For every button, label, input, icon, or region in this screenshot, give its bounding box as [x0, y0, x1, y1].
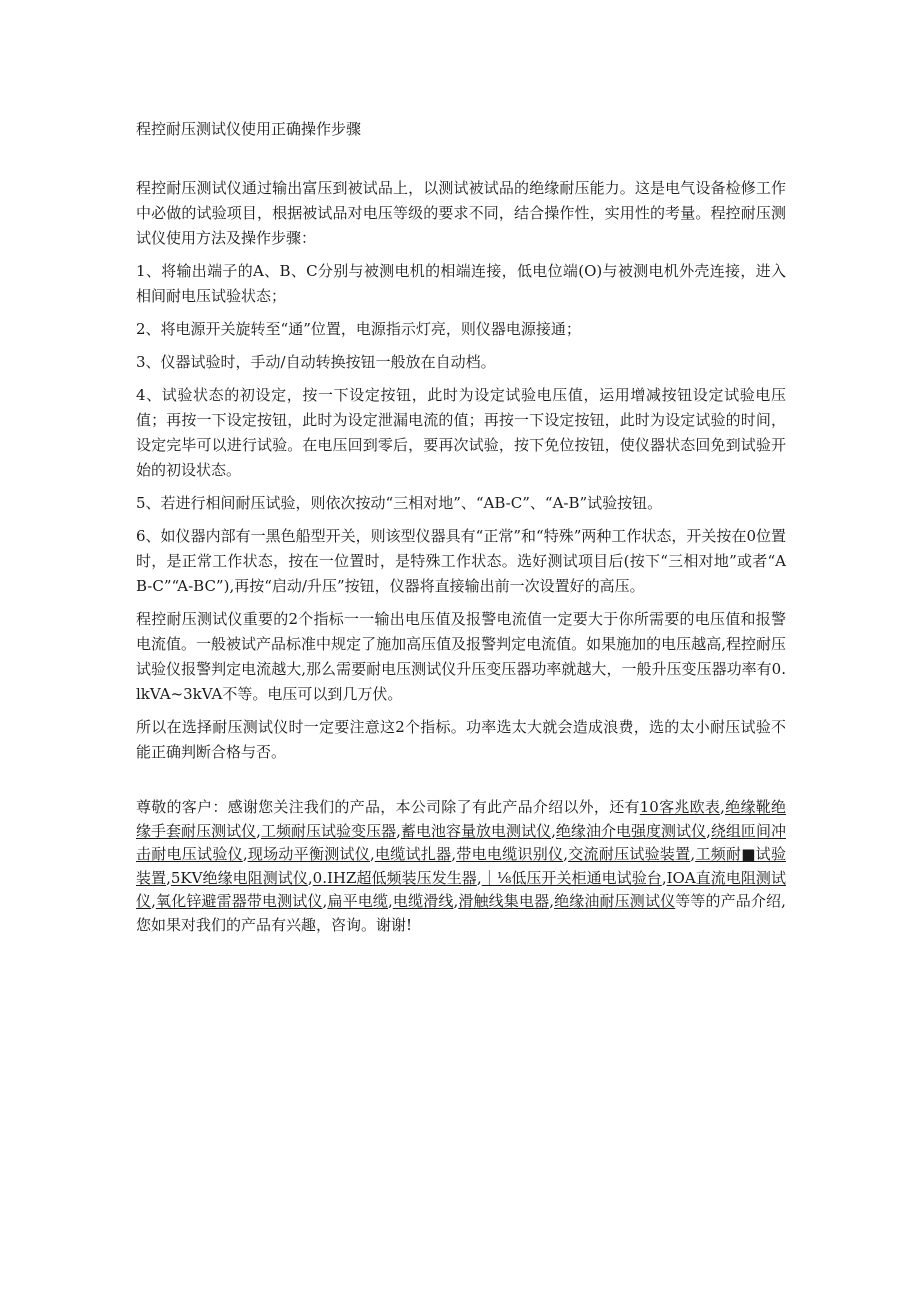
product-link[interactable]: 绝缘靴绝缘手套耐压测试仪 [136, 798, 786, 840]
link-separator: , [476, 868, 482, 887]
link-separator: , [453, 892, 459, 910]
step-2-paragraph: 2、将电源开关旋转至“通”位置，电源指示灯亮，则仪器电源接通； [136, 320, 581, 338]
step-6-paragraph: 6、如仪器内部有一黑色船型开关，则该型仪器具有“正常”和“特殊”两种工作状态，开关按在0位置时，是正常工作状态，按在一位置时，是特殊工作状态。选好测试项目后(按下“三相对地”或者“AB-C”“A-BC”),再按“启动/升压”按钮，仪器将直接输出前一次设置好的高压。 [136, 527, 786, 595]
link-separator: , [166, 868, 171, 887]
document-title: 程控耐压测试仪使用正确操作步骤 [136, 120, 362, 138]
link-separator: , [370, 845, 375, 863]
link-separator: , [549, 892, 554, 910]
product-link[interactable]: 扁平电缆 [327, 892, 389, 910]
product-link[interactable]: ｜⅛低压开关柜通电试验台 [481, 868, 662, 887]
link-separator: , [563, 845, 569, 863]
link-separator: , [256, 821, 261, 840]
link-separator: , [451, 845, 457, 863]
link-separator: , [720, 798, 725, 816]
link-separator: , [706, 821, 711, 840]
link-separator: , [396, 821, 401, 840]
product-link[interactable]: 工频耐■试验装置 [136, 845, 786, 887]
product-link[interactable]: 交流耐压试验装置 [568, 845, 691, 863]
link-separator: , [242, 845, 248, 863]
product-link[interactable]: 0.IHZ超低频装压发生器 [312, 868, 477, 887]
closing-outro: 等等的产品介绍,您如果对我们的产品有兴趣，咨询。谢谢! [136, 892, 786, 934]
indicator-paragraph: 程控耐压测试仪重要的2个指标一一输出电压值及报警电流值一定要大于你所需要的电压值和报警电流值。一般被试产品标准中规定了施加高压值及报警判定电流值。如果施加的电压越高,程控耐压试验仪报警判定电流越大,那么需要耐电压测试仪升压变压器功率就越大，一般升压变压器功率有0.lkVA~3kVA不等。电压可以到几万伏。 [136, 610, 786, 703]
step-1-paragraph: 1、将输出端子的A、B、C分别与被测电机的相端连接，低电位端(O)与被测电机外壳连接，进入相间耐电压试验状态； [136, 262, 786, 305]
product-link[interactable]: 氧化锌避雷器带电测试仪 [155, 892, 323, 910]
product-link[interactable]: 绕组匝间冲击耐电压试验仪 [136, 821, 786, 863]
closing-intro: 尊敬的客户：感谢您关注我们的产品，本公司除了有此产品介绍以外，还有 [136, 798, 640, 816]
conclusion-paragraph: 所以在选择耐压测试仪时一定要注意这2个指标。功率选太大就会造成浪费，选的太小耐压试验不能正确判断合格与否。 [136, 718, 786, 761]
intro-paragraph: 程控耐压测试仪通过输出富压到被试品上，以测试被试品的绝缘耐压能力。这是电气设备检修工作中必做的试验项目，根据被试品对电压等级的要求不同，结合操作性，实用性的考量。程控耐压测试仪使用方法及操作步骤： [136, 179, 786, 247]
link-separator: , [551, 821, 556, 840]
product-link[interactable]: IOA直流电阻测试仪 [136, 868, 786, 910]
product-link[interactable]: 电缆试扎器 [374, 845, 452, 863]
link-separator: , [307, 868, 313, 887]
step-3-paragraph: 3、仪器试验时，手动/自动转换按钮一般放在自动档。 [136, 353, 496, 371]
document-body [136, 176, 786, 773]
product-link[interactable]: 10客兆欧表 [639, 798, 721, 816]
step-4-paragraph: 4、试验状态的初设定，按一下设定按钮，此时为设定试验电压值，运用增减按钮设定试验电压值；再按一下设定按钮，此时为设定泄漏电流的值；再按一下设定按钮，此时为设定试验的时间，设定完毕可以进行试验。在电压回到零后，要再次试验，按下免位按钮，使仪器状态回免到试验开始的初设状态。 [136, 386, 786, 479]
link-separator: , [322, 892, 328, 910]
product-link[interactable]: 绝缘油耐压测试仪 [554, 892, 676, 910]
link-separator: , [151, 892, 156, 910]
link-separator: , [661, 868, 667, 887]
product-link[interactable]: 滑触线集电器 [458, 892, 550, 910]
product-link[interactable]: 5KV绝缘电阻测试仪 [170, 868, 308, 887]
product-link[interactable]: 工频耐压试验变压器 [260, 821, 397, 840]
product-link[interactable]: 绝缘油介电强度测试仪 [555, 821, 707, 840]
link-separator: , [388, 892, 393, 910]
closing-paragraph [136, 796, 786, 937]
product-link[interactable]: 带电电缆识别仪 [456, 845, 564, 863]
product-link[interactable]: 现场动平衡测试仪 [247, 845, 370, 863]
link-separator: , [690, 845, 696, 863]
product-link[interactable]: 电缆滑线 [392, 892, 454, 910]
step-5-paragraph: 5、若进行相间耐压试验，则依次按动“三相对地”、“AB-C”、“A-B”试验按钮。 [136, 494, 663, 512]
product-link[interactable]: 蓄电池容量放电测试仪 [400, 821, 552, 840]
